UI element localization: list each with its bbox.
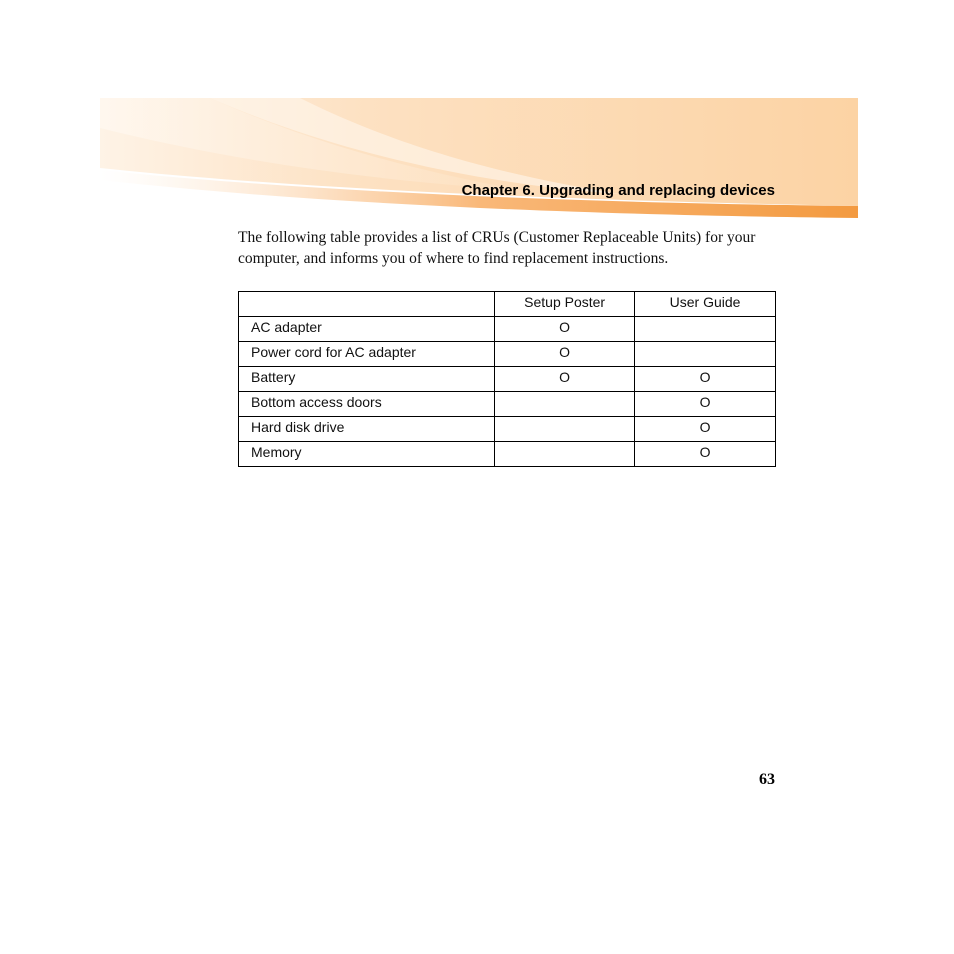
- page-number: 63: [759, 771, 775, 788]
- table-cell: [495, 442, 635, 467]
- table-cell: Memory: [239, 442, 495, 467]
- table-row: [239, 342, 776, 367]
- table-cell: Bottom access doors: [239, 392, 495, 417]
- table-header-row: [239, 292, 776, 317]
- table-cell: O: [495, 342, 635, 367]
- table-cell: [495, 392, 635, 417]
- table-cell: O: [635, 392, 776, 417]
- table-cell: Power cord for AC adapter: [239, 342, 495, 367]
- table-header-cell: Setup Poster: [495, 292, 635, 317]
- intro-paragraph: The following table provides a list of CRUs (Customer Replaceable Units) for your computer, and informs you of where to find replacement instructions.: [238, 229, 756, 267]
- table-cell: Battery: [239, 367, 495, 392]
- table-cell: AC adapter: [239, 317, 495, 342]
- cru-table: [238, 291, 776, 467]
- table-cell: [495, 417, 635, 442]
- table-header-cell: User Guide: [635, 292, 776, 317]
- table-header-cell: [239, 292, 495, 317]
- chapter-header-banner: [100, 98, 858, 220]
- table-cell: Hard disk drive: [239, 417, 495, 442]
- table-row: [239, 392, 776, 417]
- table-cell: [635, 342, 776, 367]
- table-row: [239, 317, 776, 342]
- table-row: [239, 417, 776, 442]
- table-cell: O: [635, 367, 776, 392]
- table-row: [239, 442, 776, 467]
- table-cell: O: [495, 317, 635, 342]
- table-cell: O: [635, 442, 776, 467]
- table-row: [239, 367, 776, 392]
- chapter-title: Chapter 6. Upgrading and replacing devices: [461, 182, 775, 199]
- table-cell: O: [495, 367, 635, 392]
- table-cell: [635, 317, 776, 342]
- table-cell: O: [635, 417, 776, 442]
